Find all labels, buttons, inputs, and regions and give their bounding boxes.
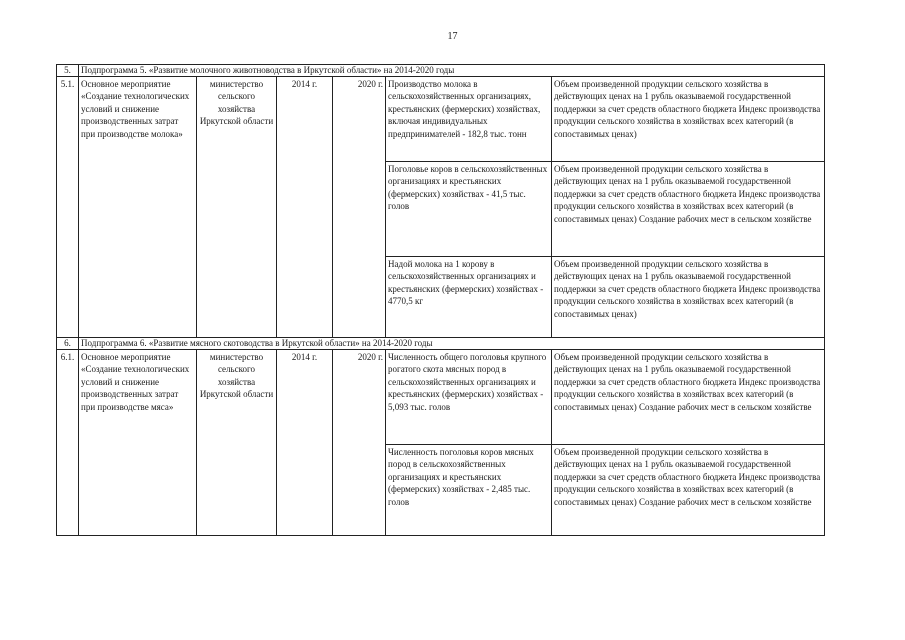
measure-number: 5.1.	[57, 77, 79, 338]
section-title: Подпрограмма 5. «Развитие молочного животноводства в Иркутской области» на 2014-2020 годы	[79, 65, 825, 77]
measure-end-year: 2020 г.	[333, 350, 386, 536]
measure-start-year: 2014 г.	[277, 77, 333, 338]
indicator-result: Численность общего поголовья крупного рогатого скота мясных пород в сельскохозяйственных организациях и крестьянских (фермерских) хозяйствах - 5,093 тыс. голов	[386, 350, 552, 445]
indicator-links: Объем произведенной продукции сельского хозяйства в действующих ценах на 1 рубль оказываемой государственной поддержки за счет средств областного бюджета Индекс производства продукции сельского хозяйства в хозяйствах всех категорий (в сопоставимых ценах)	[552, 77, 825, 162]
measure-start-year: 2014 г.	[277, 350, 333, 536]
indicator-links: Объем произведенной продукции сельского хозяйства в действующих ценах на 1 рубль оказываемой государственной поддержки за счет средств областного бюджета Индекс производства продукции сельского хозяйства в хозяйствах всех категорий (в сопоставимых ценах) Создание рабочих мест в сельском хозяйстве	[552, 350, 825, 445]
section-number: 5.	[57, 65, 79, 77]
page-number: 17	[447, 31, 458, 42]
indicator-result: Численность поголовья коров мясных пород в сельскохозяйственных организациях и крестьянских (фермерских) хозяйствах - 2,485 тыс. голов	[386, 445, 552, 536]
indicator-result: Поголовье коров в сельскохозяйственных организациях и крестьянских (фермерских) хозяйствах - 41,5 тыс. голов	[386, 162, 552, 257]
measure-end-year: 2020 г.	[333, 77, 386, 338]
section-header	[57, 65, 825, 77]
program-table	[56, 64, 825, 536]
measure-name: Основное мероприятие «Создание технологических условий и снижение производственных затрат при производстве молока»	[79, 77, 197, 338]
indicator-links: Объем произведенной продукции сельского хозяйства в действующих ценах на 1 рубль оказываемой государственной поддержки за счет средств областного бюджета Индекс производства продукции сельского хозяйства в хозяйствах всех категорий (в сопоставимых ценах) Создание рабочих мест в сельском хозяйстве	[552, 162, 825, 257]
measure-number: 6.1.	[57, 350, 79, 536]
indicator-links: Объем произведенной продукции сельского хозяйства в действующих ценах на 1 рубль оказываемой государственной поддержки за счет средств областного бюджета Индекс производства продукции сельского хозяйства в хозяйствах всех категорий (в сопоставимых ценах)	[552, 257, 825, 338]
measure-executor: министерство сельского хозяйства Иркутской области	[197, 350, 277, 536]
measure-executor: министерство сельского хозяйства Иркутской области	[197, 77, 277, 338]
section-number: 6.	[57, 338, 79, 350]
indicator-result: Производство молока в сельскохозяйственных организациях, крестьянских (фермерских) хозяйствах, включая индивидуальных предпринимателей - 182,8 тыс. тонн	[386, 77, 552, 162]
indicator-result: Надой молока на 1 корову в сельскохозяйственных организациях и крестьянских (фермерских) хозяйствах - 4770,5 кг	[386, 257, 552, 338]
table-row	[57, 77, 825, 162]
section-title: Подпрограмма 6. «Развитие мясного скотоводства в Иркутской области» на 2014-2020 годы	[79, 338, 825, 350]
indicator-links: Объем произведенной продукции сельского хозяйства в действующих ценах на 1 рубль оказываемой государственной поддержки за счет средств областного бюджета Индекс производства продукции сельского хозяйства в хозяйствах всех категорий (в сопоставимых ценах) Создание рабочих мест в сельском хозяйстве	[552, 445, 825, 536]
section-header	[57, 338, 825, 350]
measure-name: Основное мероприятие «Создание технологических условий и снижение производственных затрат при производстве мяса»	[79, 350, 197, 536]
table-row	[57, 350, 825, 445]
